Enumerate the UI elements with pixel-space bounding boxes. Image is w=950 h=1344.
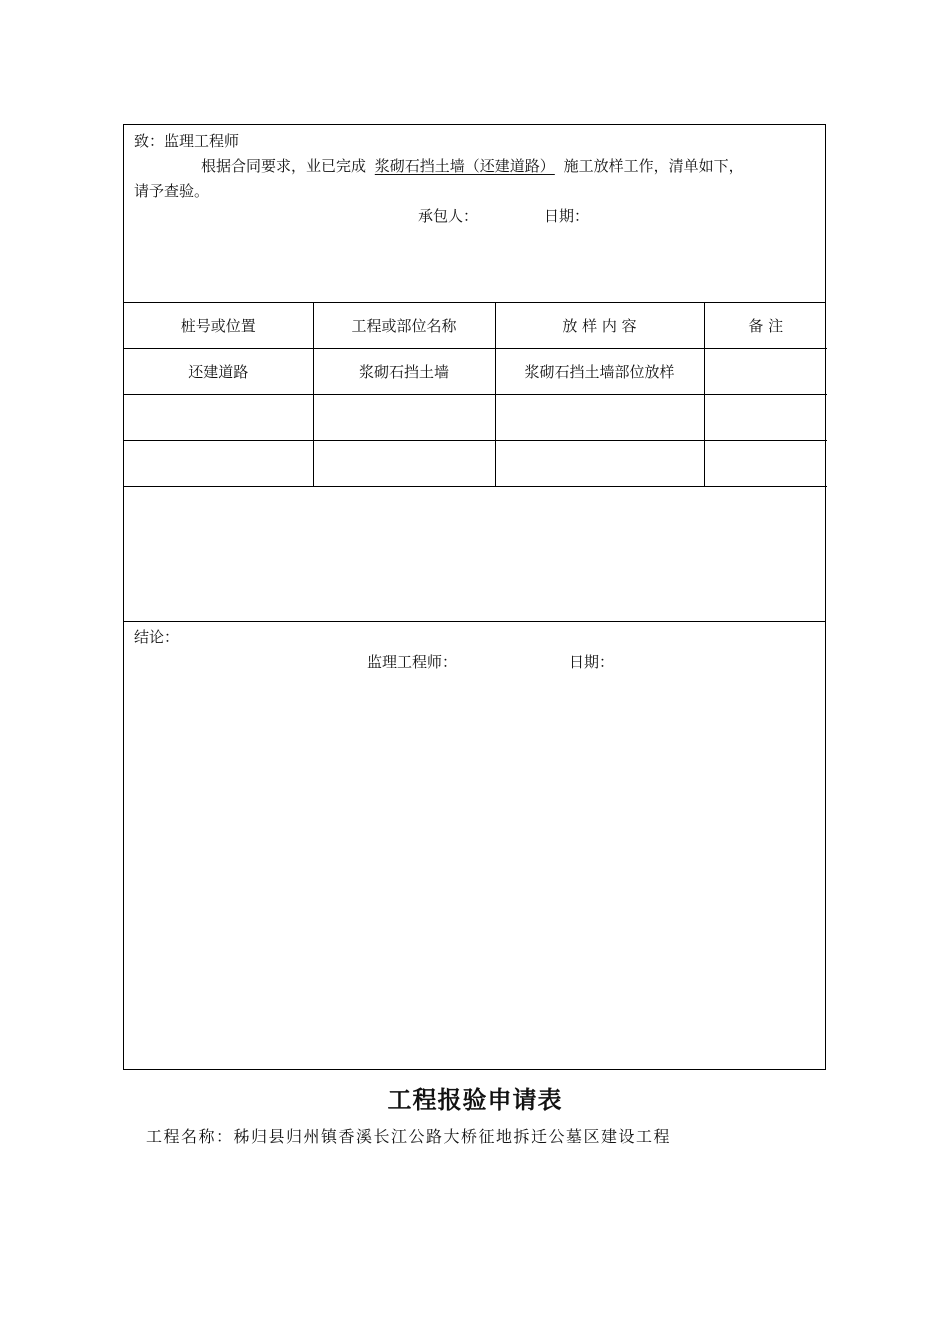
addressee-line: 致：监理工程师 (134, 132, 240, 150)
request-date-label: 日期： (544, 207, 590, 225)
table-cell: 浆砌石挡土墙 (313, 349, 495, 395)
layout-table (124, 303, 827, 487)
header-station: 桩号或位置 (124, 303, 313, 349)
request-section (124, 125, 825, 303)
inspection-form (123, 124, 826, 1070)
table-cell: 浆砌石挡土墙部位放样 (495, 349, 704, 395)
conclusion-section (124, 622, 825, 1069)
table-cell (313, 441, 495, 487)
project-name-line: 工程名称：秭归县归州镇香溪长江公路大桥征地拆迁公墓区建设工程 (146, 1127, 672, 1146)
header-layout-content: 放 样 内 容 (495, 303, 704, 349)
body-suffix: 施工放样工作，清单如下， (563, 157, 744, 175)
header-part-name: 工程或部位名称 (313, 303, 495, 349)
table-cell (313, 395, 495, 441)
table-row (124, 349, 827, 395)
table-cell (495, 395, 704, 441)
table-row (124, 395, 827, 441)
header-remarks: 备 注 (704, 303, 827, 349)
table-cell (704, 349, 827, 395)
body-prefix: 根据合同要求，业已完成 (201, 157, 367, 175)
table-cell (124, 441, 313, 487)
contractor-label: 承包人： (418, 207, 479, 225)
conclusion-label: 结论： (134, 628, 180, 646)
table-cell (124, 395, 313, 441)
work-item: 浆砌石挡土墙（还建道路） (374, 157, 555, 175)
table-cell: 还建道路 (124, 349, 313, 395)
engineer-label: 监理工程师： (367, 653, 458, 671)
table-row (124, 441, 827, 487)
request-body-line2: 请予查验。 (134, 182, 210, 200)
request-body-line1 (201, 155, 744, 176)
form-title: 工程报验申请表 (387, 1085, 563, 1114)
table-cell (704, 395, 827, 441)
table-cell (495, 441, 704, 487)
table-cell (704, 441, 827, 487)
conclusion-date-label: 日期： (569, 653, 615, 671)
blank-section (124, 487, 825, 622)
table-header-row (124, 303, 827, 349)
